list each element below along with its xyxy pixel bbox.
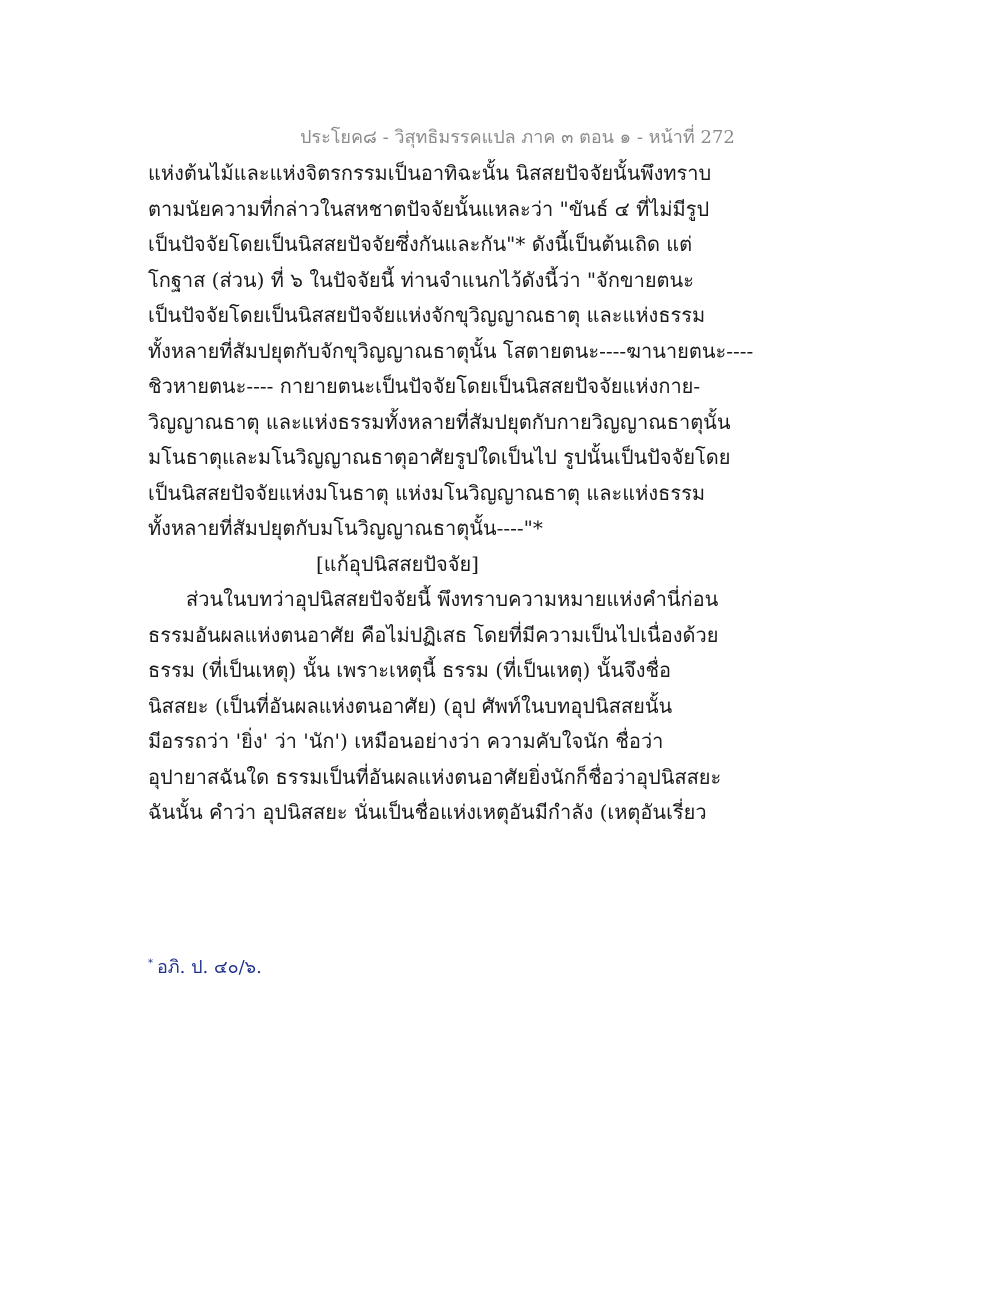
body-line: โกฐาส (ส่วน) ที่ ๖ ในปัจจัยนี้ ท่านจำแนกไว้ดังนี้ว่า "จักขายตนะ xyxy=(148,267,694,292)
body-line: แห่งต้นไม้และแห่งจิตรกรรมเป็นอาทิฉะนั้น นิสสยปัจจัยนั้นพึงทราบ xyxy=(148,161,712,185)
section-heading: [แก้อุปนิสสยปัจจัย] xyxy=(316,551,479,576)
body-line: ทั้งหลายที่สัมปยุตกับมโนวิญญาณธาตุนั้น----"* xyxy=(148,516,543,540)
body-line: เป็นปัจจัยโดยเป็นนิสสยปัจจัยแห่งจักขุวิญญาณธาตุ และแห่งธรรม xyxy=(148,303,706,327)
footnote xyxy=(148,952,262,981)
body-line: ธรรม (ที่เป็นเหตุ) นั้น เพราะเหตุนี้ ธรรม (ที่เป็นเหตุ) นั้นจึงชื่อ xyxy=(148,658,672,682)
body-line: เป็นนิสสยปัจจัยแห่งมโนธาตุ แห่งมโนวิญญาณธาตุ และแห่งธรรม xyxy=(148,480,706,505)
body-line: ธรรมอันผลแห่งตนอาศัย คือไม่ปฏิเสธ โดยที่มีความเป็นไปเนื่องด้วย xyxy=(148,622,719,647)
body-line: วิญญาณธาตุ และแห่งธรรมทั้งหลายที่สัมปยุตกับกายวิญญาณธาตุนั้น xyxy=(148,409,731,434)
footnote-marker: * xyxy=(148,958,153,969)
body-line: อุปายาสฉันใด ธรรมเป็นที่อันผลแห่งตนอาศัยยิ่งนักก็ชื่อว่าอุปนิสสยะ xyxy=(148,764,722,789)
paragraph-first-line: ส่วนในบทว่าอุปนิสสยปัจจัยนี้ พึงทราบความหมายแห่งคำนี่ก่อน xyxy=(186,587,719,611)
body-line: มีอรรถว่า 'ยิ่ง' ว่า 'นัก') เหมือนอย่างว่า ความคับใจนัก ชื่อว่า xyxy=(148,729,664,753)
body-line: มโนธาตุและมโนวิญญาณธาตุอาศัยรูปใดเป็นไป รูปนั้นเป็นปัจจัยโดย xyxy=(148,445,731,469)
body-line: ชิวหายตนะ---- กายายตนะเป็นปัจจัยโดยเป็นนิสสยปัจจัยแห่งกาย- xyxy=(148,374,701,398)
body-line: ทั้งหลายที่สัมปยุตกับจักขุวิญญาณธาตุนั้น โสตายตนะ----ฆานายตนะ---- xyxy=(148,338,754,363)
body-line: เป็นปัจจัยโดยเป็นนิสสยปัจจัยซึ่งกันและกัน"* ดังนี้เป็นต้นเถิด แต่ xyxy=(148,232,693,256)
running-header: ประโยค๘ - วิสุทธิมรรคแปล ภาค ๓ ตอน ๑ - หน้าที่ 272 xyxy=(300,127,735,148)
body-line: ตามนัยความที่กล่าวในสหชาตปัจจัยนั้นแหละว่า "ขันธ์ ๔ ที่ไม่มีรูป xyxy=(148,196,710,221)
body-line: นิสสยะ (เป็นที่อันผลแห่งตนอาศัย) (อุป ศัพท์ในบทอุปนิสสยนั้น xyxy=(148,693,673,718)
body-line: ฉันนั้น คำว่า อุปนิสสยะ นั่นเป็นชื่อแห่งเหตุอันมีกำลัง (เหตุอันเรี่ยว xyxy=(148,800,707,824)
footnote-text: อภิ. ป. ๔๐/๖. xyxy=(157,957,262,978)
body-text xyxy=(148,156,754,831)
